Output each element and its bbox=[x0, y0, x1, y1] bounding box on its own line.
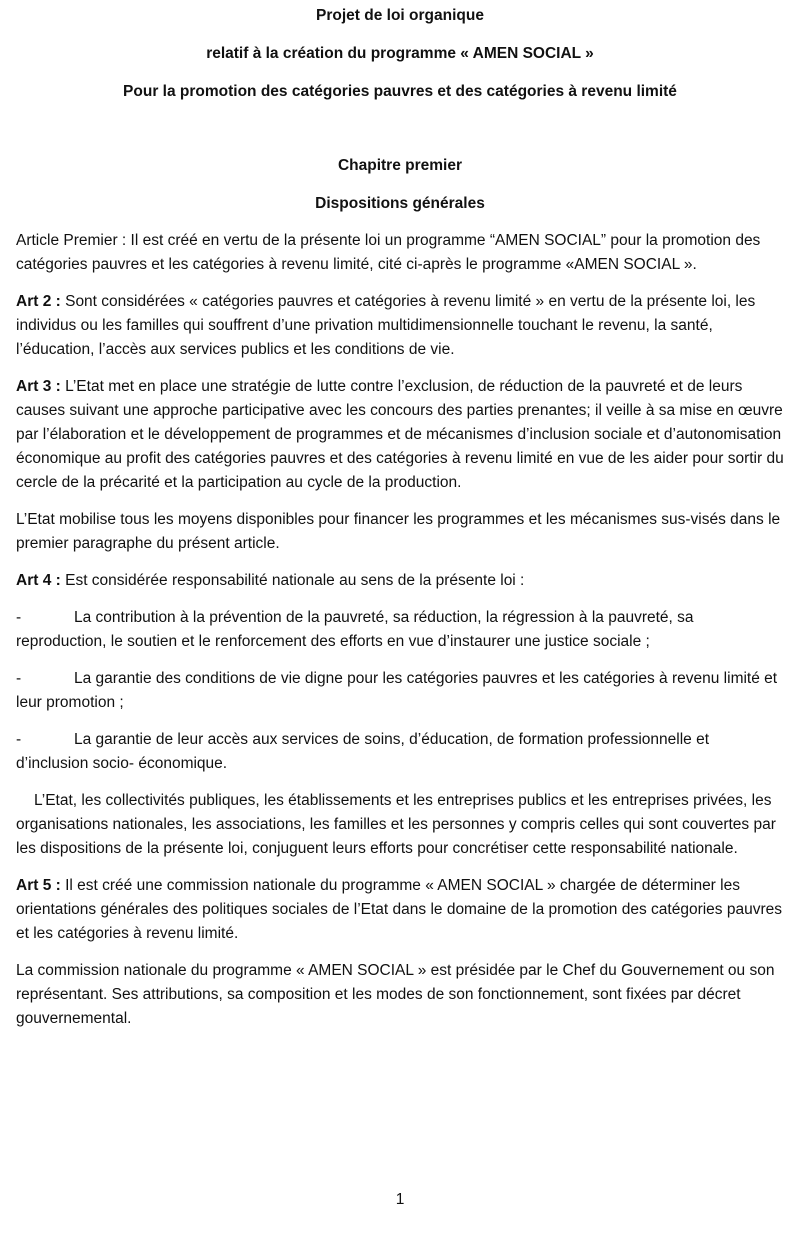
article-3 bbox=[16, 375, 784, 495]
article-4 bbox=[16, 569, 784, 593]
list-item bbox=[16, 606, 784, 654]
article-4-paragraph-2: L’Etat, les collectivités publiques, les établissements et les entreprises publics et les entreprises privées, les organisations nationales, les associations, les familles et les personnes y compris celles qui sont couvertes par les dispositions de la présente loi, conjuguent leurs efforts pour concrétiser cette responsabilité nationale. bbox=[16, 792, 776, 857]
article-3-text: L’Etat met en place une stratégie de lutte contre l’exclusion, de réduction de la pauvreté et de leurs causes suivant une approche participative avec les concours des parties prenantes; il veille à sa mise en œuvre par l’élaboration et le développement de programmes et de mécanismes d’inclusion sociale et d’autonomisation économique au profit des catégories pauvres et des catégories à revenu limité en vue de les aider pour sortir du cercle de la précarité et la participation au cycle de la production. bbox=[16, 378, 784, 491]
list-item bbox=[16, 667, 784, 715]
article-1 bbox=[16, 229, 784, 277]
document-subtitle: relatif à la création du programme « AMEN SOCIAL » bbox=[206, 45, 594, 62]
list-dash: - bbox=[16, 609, 22, 626]
list-item-text: La garantie de leur accès aux services de soins, d’éducation, de formation professionnelle et d’inclusion socio- économique. bbox=[16, 731, 710, 772]
chapter-subtitle: Dispositions générales bbox=[315, 195, 485, 212]
article-5-text: Il est créé une commission nationale du programme « AMEN SOCIAL » chargée de déterminer les orientations générales des politiques sociales de l’Etat dans le domaine de la promotion des catégories pauvres et les catégories à revenu limité. bbox=[16, 877, 782, 942]
article-4-label: Art 4 : bbox=[16, 572, 61, 589]
article-2-label: Art 2 : bbox=[16, 293, 61, 310]
article-5-paragraph-2: La commission nationale du programme « AMEN SOCIAL » est présidée par le Chef du Gouvernement ou son représentant. Ses attributions, sa composition et les modes de son fonctionnement, sont fixées par décret gouvernemental. bbox=[16, 962, 775, 1027]
article-2-text: Sont considérées « catégories pauvres et catégories à revenu limité » en vertu de la présente loi, les individus ou les familles qui souffrent d’une privation multidimensionnelle touchant le revenu, la santé, l’éducation, l’accès aux services publics et les conditions de vie. bbox=[16, 293, 756, 358]
chapter-title: Chapitre premier bbox=[337, 157, 463, 174]
list-item-text: La garantie des conditions de vie digne pour les catégories pauvres et les catégories à revenu limité et leur promotion ; bbox=[16, 670, 778, 711]
article-1-text: Article Premier : Il est créé en vertu de la présente loi un programme “AMEN SOCIAL” pour la promotion des catégories pauvres et les catégories à revenu limité, cité ci-après le programme «AMEN SOCIAL ». bbox=[16, 232, 761, 273]
article-3-paragraph-2: L’Etat mobilise tous les moyens disponibles pour financer les programmes et les mécanismes sus-visés dans le premier paragraphe du présent article. bbox=[16, 511, 781, 552]
page-number: 1 bbox=[395, 1191, 405, 1208]
document-purpose: Pour la promotion des catégories pauvres et des catégories à revenu limité bbox=[123, 83, 677, 100]
list-dash: - bbox=[16, 731, 22, 748]
document-title: Projet de loi organique bbox=[316, 7, 484, 24]
list-item bbox=[16, 728, 784, 776]
document-body bbox=[16, 229, 784, 1044]
article-2 bbox=[16, 290, 784, 362]
article-4-text: Est considérée responsabilité nationale au sens de la présente loi : bbox=[60, 572, 525, 589]
article-5 bbox=[16, 874, 784, 946]
list-item-text: La contribution à la prévention de la pauvreté, sa réduction, la régression à la pauvreté, sa reproduction, le soutien et le renforcement des efforts en vue d’instaurer une justice sociale ; bbox=[16, 609, 694, 650]
article-3-label: Art 3 : bbox=[16, 378, 61, 395]
list-dash: - bbox=[16, 670, 22, 687]
article-5-label: Art 5 : bbox=[16, 877, 61, 894]
